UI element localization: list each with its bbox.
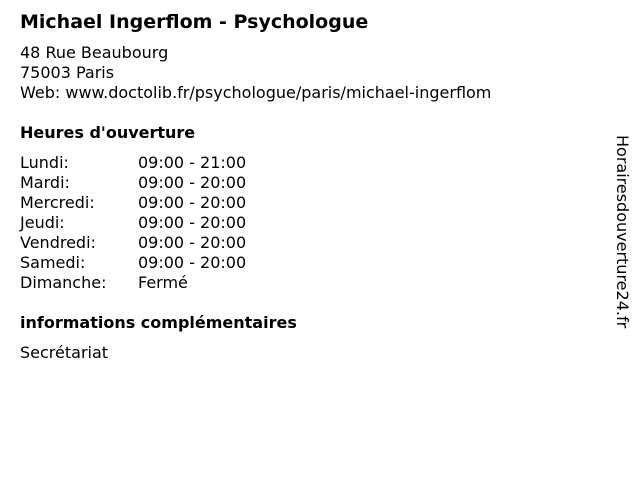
- business-name: Michael Ingerflom - Psychologue: [20, 11, 369, 33]
- additional-info-text: Secrétariat: [20, 343, 109, 362]
- hours-day: Dimanche:: [20, 273, 107, 292]
- hours-time: 09:00 - 20:00: [138, 253, 247, 272]
- site-brand-vertical[interactable]: Horairesdouverture24.fr: [613, 135, 632, 329]
- additional-info-title: informations complémentaires: [20, 313, 297, 332]
- address-line-2: 75003 Paris: [20, 63, 115, 82]
- opening-hours-table: [20, 153, 600, 293]
- opening-hours-title: Heures d'ouverture: [20, 123, 196, 142]
- business-card: [20, 10, 600, 363]
- hours-day: Jeudi:: [20, 213, 65, 232]
- address-line-1: 48 Rue Beaubourg: [20, 43, 169, 62]
- hours-time: 09:00 - 20:00: [138, 173, 247, 192]
- hours-time: 09:00 - 21:00: [138, 153, 247, 172]
- hours-time: 09:00 - 20:00: [138, 213, 247, 232]
- hours-day: Lundi:: [20, 153, 69, 172]
- hours-day: Mercredi:: [20, 193, 95, 212]
- hours-time: 09:00 - 20:00: [138, 193, 247, 212]
- hours-time: 09:00 - 20:00: [138, 233, 247, 252]
- hours-day: Mardi:: [20, 173, 70, 192]
- hours-day: Vendredi:: [20, 233, 96, 252]
- website-line[interactable]: Web: www.doctolib.fr/psychologue/paris/michael-ingerflom: [20, 83, 492, 102]
- hours-time: Fermé: [138, 273, 188, 292]
- hours-day: Samedi:: [20, 253, 86, 272]
